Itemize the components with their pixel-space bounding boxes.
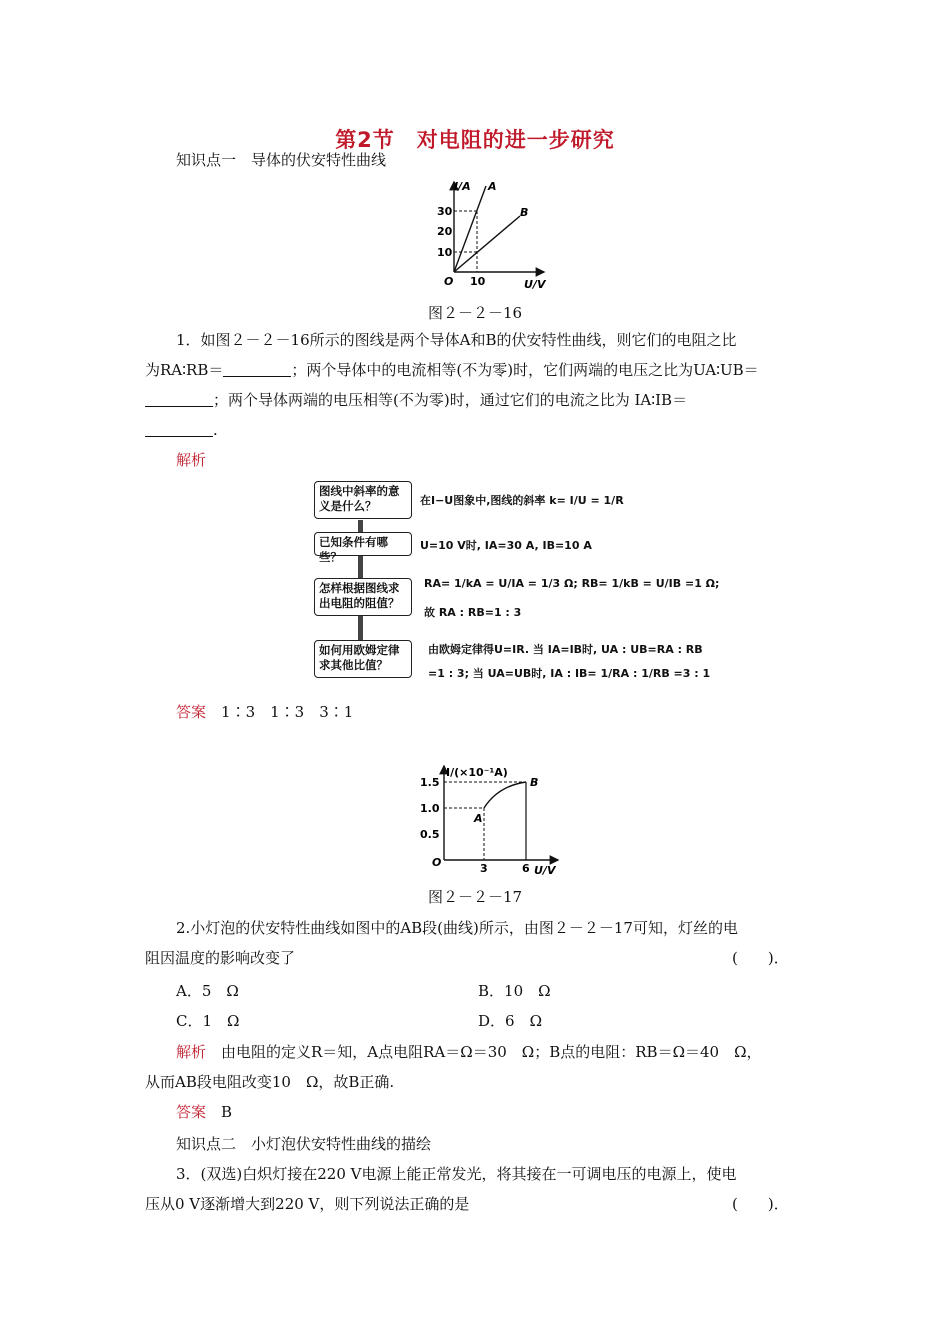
q3-line-2: 压从0 V逐渐增大到220 V，则下列说法正确的是 bbox=[145, 1195, 470, 1213]
answer-label-2: 答案 bbox=[176, 1103, 207, 1121]
q2-line-1: 2.小灯泡的伏安特性曲线如图中的AB段(曲线)所示，由图２－２－17可知，灯丝的电 bbox=[176, 919, 738, 937]
section-heading-2: 知识点二 小灯泡伏安特性曲线的描绘 bbox=[176, 1135, 432, 1153]
q2-option-c[interactable]: C．1 Ω bbox=[176, 1012, 240, 1030]
q2-paren: ( )． bbox=[732, 949, 789, 967]
graph-iu-lines bbox=[420, 176, 550, 292]
q1-line-1: 1．如图２－２－16所示的图线是两个导体A和B的伏安特性曲线，则它们的电阻之比 bbox=[176, 331, 737, 349]
q1-l4: . bbox=[213, 421, 218, 439]
q2-option-b[interactable]: B．10 Ω bbox=[478, 982, 551, 1000]
analysis-2-line-2: 从而AB段电阻改变10 Ω，故B正确. bbox=[145, 1073, 395, 1091]
answer-label-1: 答案 bbox=[176, 703, 207, 721]
analysis-label-1: 解析 bbox=[176, 451, 207, 469]
q1-line-3 bbox=[145, 390, 687, 410]
figure-caption-1: 图２－２－16 bbox=[427, 304, 523, 322]
graph1-xlabel: U/V bbox=[524, 278, 546, 291]
graph2-xtick-6: 6 bbox=[522, 862, 530, 875]
flow-text-3a: RA= 1/kA = U/IA = 1/3 Ω; RB= 1/kB = U/IB =1 Ω; bbox=[424, 577, 720, 590]
graph2-ylabel: I/(×10⁻¹A) bbox=[446, 766, 508, 779]
q1-blank-3[interactable] bbox=[145, 422, 213, 437]
q3-paren: ( )． bbox=[732, 1195, 789, 1213]
graph1-line-a-label: A bbox=[488, 180, 497, 193]
q1-l2a: 为RA∶RB＝ bbox=[145, 361, 224, 379]
flow-box-4: 如何用欧姆定律求其他比值？ bbox=[314, 640, 412, 678]
q2-option-a[interactable]: A．5 Ω bbox=[176, 982, 239, 1000]
answer-2 bbox=[176, 1102, 232, 1122]
graph2-origin: O bbox=[432, 856, 442, 869]
answer-value-1: 1∶3 1∶3 3∶1 bbox=[221, 703, 354, 721]
flow-text-3b: 故 RA : RB=1 : 3 bbox=[424, 606, 522, 619]
q1-l2b: ；两个导体中的电流相等(不为零)时，它们两端的电压之比为UA∶UB＝ bbox=[291, 361, 759, 379]
flow-text-4b: =1 : 3; 当 UA=UB时, IA : IB= 1/RA : 1/RB =3 : 1 bbox=[428, 667, 711, 680]
graph-iu-curve bbox=[418, 758, 568, 880]
q1-l3: ；两个导体两端的电压相等(不为零)时，通过它们的电流之比为 IA∶IB＝ bbox=[213, 391, 688, 409]
q2-line-2: 阻因温度的影响改变了 bbox=[145, 949, 296, 967]
flow-text-2: U=10 V时, IA=30 A, IB=10 A bbox=[420, 539, 592, 552]
q1-line-4 bbox=[145, 420, 218, 440]
graph1-origin: O bbox=[444, 275, 454, 288]
graph2-ytick-1-0: 1.0 bbox=[420, 802, 440, 815]
q1-blank-2[interactable] bbox=[145, 392, 213, 407]
flow-box-1: 图线中斜率的意义是什么？ bbox=[314, 481, 412, 519]
page-title: 第2节 对电阻的进一步研究 bbox=[335, 128, 615, 152]
flow-text-4a: 由欧姆定律得U=IR. 当 IA=IB时, UA : UB=RA : RB bbox=[428, 643, 703, 656]
q1-blank-1[interactable] bbox=[223, 362, 291, 377]
graph1-xtick-10: 10 bbox=[470, 275, 486, 288]
graph2-ytick-1-5: 1.5 bbox=[420, 776, 440, 789]
graph1-ytick-30: 30 bbox=[437, 205, 453, 218]
flow-box-2: 已知条件有哪些？ bbox=[314, 532, 412, 556]
graph1-ylabel: I/A bbox=[454, 180, 471, 193]
graph2-xlabel: U/V bbox=[534, 864, 556, 877]
graph1-ytick-10: 10 bbox=[437, 246, 453, 259]
analysis-2-line-1 bbox=[176, 1042, 762, 1062]
graph1-ytick-20: 20 bbox=[437, 225, 453, 238]
flow-text-1: 在I−U图象中,图线的斜率 k= I/U = 1/R bbox=[420, 494, 624, 507]
analysis-label-2: 解析 bbox=[176, 1043, 207, 1061]
graph1-line-b-label: B bbox=[520, 206, 529, 219]
answer-value-2: B bbox=[206, 1103, 233, 1121]
q3-line-1: 3．(双选)白炽灯接在220 V电源上能正常发光，将其接在一可调电压的电源上，使电 bbox=[176, 1165, 737, 1183]
graph2-xtick-3: 3 bbox=[480, 862, 488, 875]
q2-option-d[interactable]: D．6 Ω bbox=[478, 1012, 543, 1030]
q1-line-2 bbox=[145, 360, 759, 380]
answer-1 bbox=[176, 702, 353, 722]
analysis-2-text: 由电阻的定义R＝知，A点电阻RA＝Ω＝30 Ω；B点的电阻：RB＝Ω＝40 Ω， bbox=[206, 1043, 762, 1061]
figure-caption-2: 图２－２－17 bbox=[427, 888, 523, 906]
graph2-ytick-0-5: 0.5 bbox=[420, 828, 440, 841]
graph2-point-a: A bbox=[474, 812, 483, 825]
graph2-point-b: B bbox=[530, 776, 539, 789]
section-heading-1: 知识点一 导体的伏安特性曲线 bbox=[176, 151, 387, 169]
flow-box-3: 怎样根据图线求出电阻的阻值？ bbox=[314, 578, 412, 616]
curve-ab bbox=[484, 782, 526, 808]
